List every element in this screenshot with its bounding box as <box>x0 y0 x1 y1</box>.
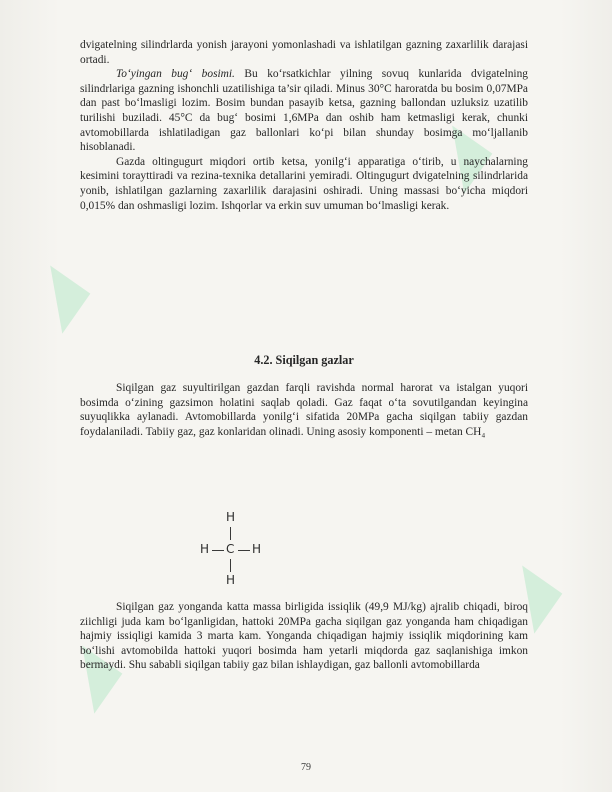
formula-bond-bottom <box>230 559 231 572</box>
text-block-compressed <box>80 381 528 439</box>
formula-atom-top: H <box>226 510 236 524</box>
text-block-heat <box>80 600 528 673</box>
text-block-top <box>80 38 528 213</box>
paragraph-engine-combustion: dvigatelning silindrlarda yonish jarayoni yomonlashadi va ishlatilgan gazning zaxarlilik darajasi ortadi. <box>80 39 528 66</box>
formula-atom-center: C <box>226 542 235 556</box>
paragraph-sulfur: Gazda oltingugurt miqdori ortib ketsa, yonilg‘i apparatiga o‘tirib, u naychalarning kesimini torayttiradi va rezina-texnika detallarini yemiradi. Oltingugurt dvigatelning silindrlarida yonib, ishlatilgan gazlarning zaxarlilik darajasini oshiradi. Uning massasi bo‘yicha miqdori 0,015% dan oshmasligi lozim. Ishqorlar va erkin suv umuman bo‘lmasligi kerak. <box>80 155 528 212</box>
formula-bond-left <box>212 550 224 551</box>
formula-atom-bottom: H <box>226 573 236 587</box>
formula-bond-top <box>230 527 231 540</box>
vapor-pressure-body: Bu ko‘rsatkichlar yilning sovuq kunlarida dvigatelning silindrlariga gazning ishonchli uzatilishiga ta’sir qiladi. Minus 30°C haroratda bu bosim 0,07MPa dan past bo‘lmasligi lozim. Bosim bundan pasayib ketsa, gazning ballondan uzluksiz uzatilib turilishi buziladi. 45°C da bug‘ bosimi 1,6MPa dan oshib ham ketmasligi kerak, chunki avtomobillarda ishlatiladigan gaz ballonlari ko‘pi bilan shunday bosimga mo‘ljallanib hisoblanadi. <box>80 68 528 154</box>
paragraph-vapor-pressure <box>80 67 528 155</box>
vapor-pressure-lead: To‘yingan bug‘ bosimi. <box>116 68 235 81</box>
paragraph-heat: Siqilgan gaz yonganda katta massa birligida issiqlik (49,9 MJ/kg) ajralib chiqadi, biroq ziichligi juda kam bo‘lganligidan, hattoki 20MPa gacha siqilgan gaz yonganda ham chiqadigan hajmiy issiqligi kamida 3 marta kam. Yonganda chiqadigan hajmiy issiqlik miqdorining kam bo‘lishi avtomobilda hattoki yuqori bosimda ham yetarli miqdorda gaz saqlanishiga imkon bermaydi. Shu sababli siqilgan tabiiy gaz bilan ishlaydigan, gaz ballonli avtomobillarda <box>80 601 528 672</box>
formula-bond-right <box>238 550 250 551</box>
section-heading: 4.2. Siqilgan gazlar <box>254 353 354 367</box>
methane-structural-formula <box>196 510 276 590</box>
page-number: 79 <box>301 762 311 773</box>
formula-atom-left: H <box>200 542 210 556</box>
formula-atom-right: H <box>252 542 262 556</box>
paragraph-compressed-gas: Siqilgan gaz suyultirilgan gazdan farqli ravishda normal harorat va istalgan yuqori bosimda o‘zining gazsimon holatini saqlab qoladi. Gaz faqat o‘ta sovutilgandan keyingina suyuqlikka aylanadi. Avtomobillarda yonilg‘i sifatida 20MPa gacha siqilgan tabiiy gazdan foydalaniladi. Tabiiy gaz, gaz konlaridan olinadi. Uning asosiy komponenti – metan CH₄ <box>80 382 528 438</box>
